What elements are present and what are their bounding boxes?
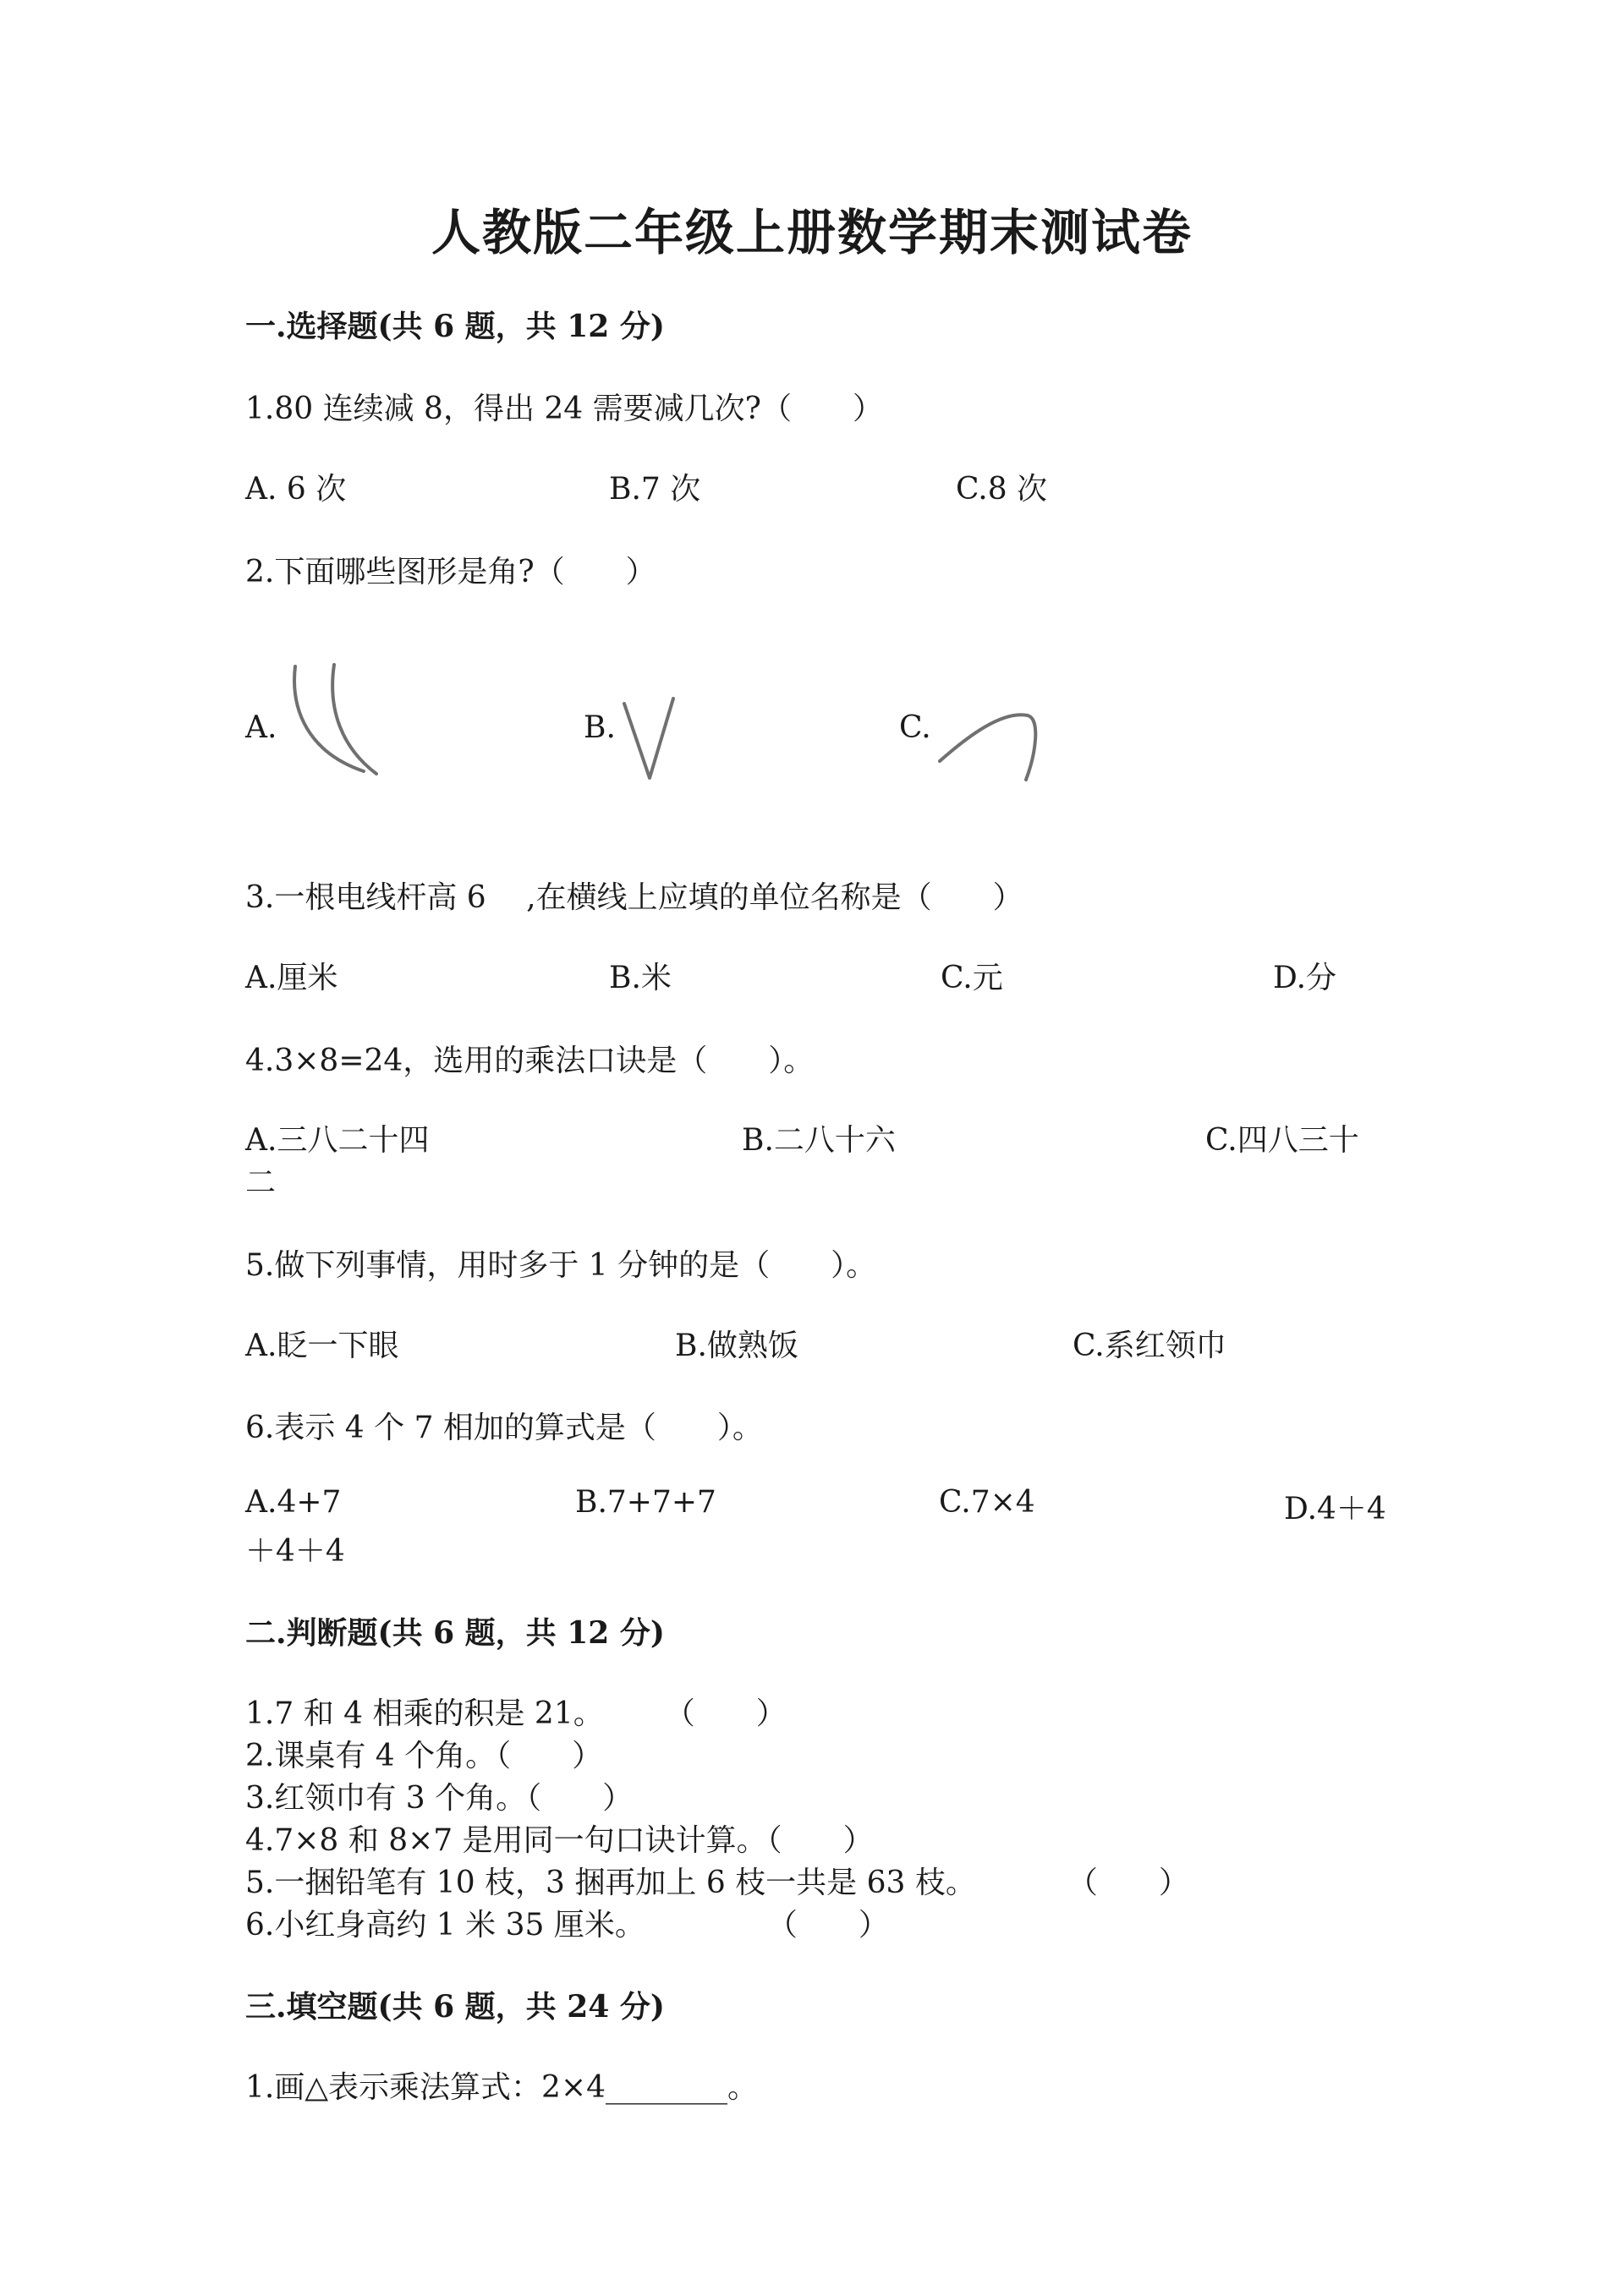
q1-option-b: B.7 次 (609, 472, 701, 507)
judge-item-1: 1.7 和 4 相乘的积是 21。 （ ） (245, 1696, 787, 1731)
q2-figure-a-curves (283, 660, 393, 786)
q4-option-c-wrap: 二 (245, 1165, 277, 1200)
q2-figure-c-curve (935, 702, 1045, 786)
q2-figure-b-angle (617, 693, 685, 786)
q5-option-a: A.眨一下眼 (245, 1329, 399, 1363)
q3-option-b: B.米 (609, 961, 672, 995)
section-heading-fill: 三.填空题(共 6 题，共 24 分) (245, 1989, 665, 2025)
question-1: 1.80 连续减 8，得出 24 需要减几次?（ ） (245, 392, 883, 426)
q6-option-b: B.7+7+7 (575, 1485, 716, 1520)
question-2: 2.下面哪些图形是角?（ ） (245, 555, 656, 589)
q6-option-d-wrap: ＋4＋4 (245, 1534, 345, 1569)
q1-option-a: A. 6 次 (245, 472, 347, 507)
q6-option-a: A.4+7 (245, 1485, 342, 1520)
judge-item-2: 2.课桌有 4 个角。（ ） (245, 1739, 603, 1773)
judge-item-4: 4.7×8 和 8×7 是用同一句口诀计算。（ ） (245, 1823, 874, 1858)
judge-item-5: 5.一捆铅笔有 10 枝，3 捆再加上 6 枝一共是 63 枝。 （ ） (245, 1866, 1189, 1900)
question-6: 6.表示 4 个 7 相加的算式是（ ）。 (245, 1411, 763, 1445)
q4-option-c: C.四八三十 (1205, 1123, 1359, 1158)
q3-option-c: C.元 (941, 961, 1003, 995)
q6-option-c: C.7×4 (939, 1485, 1035, 1520)
q5-option-c: C.系红领巾 (1073, 1329, 1226, 1363)
q1-option-c: C.8 次 (956, 472, 1048, 507)
section-heading-judge: 二.判断题(共 6 题，共 12 分) (245, 1615, 665, 1651)
q4-option-b: B.二八十六 (742, 1123, 896, 1158)
fill-question-1: 1.画△表示乘法算式：2×4________。 (245, 2070, 759, 2105)
q2-option-b: B. (584, 710, 616, 745)
q3-option-d: D.分 (1273, 961, 1337, 995)
q4-option-a: A.三八二十四 (245, 1123, 430, 1158)
section-heading-choice: 一.选择题(共 6 题，共 12 分) (245, 309, 665, 344)
judge-item-6: 6.小红身高约 1 米 35 厘米。 （ ） (245, 1908, 889, 1943)
question-4: 4.3×8=24，选用的乘法口诀是（ ）。 (245, 1044, 815, 1078)
judge-item-3: 3.红领巾有 3 个角。（ ） (245, 1781, 634, 1816)
question-3: 3.一根电线杆高 6 ,在横线上应填的单位名称是（ ） (245, 880, 1023, 915)
q6-option-d: D.4＋4 (1284, 1492, 1386, 1526)
question-5: 5.做下列事情，用时多于 1 分钟的是（ ）。 (245, 1248, 877, 1283)
q3-option-a: A.厘米 (245, 961, 338, 995)
q2-option-c: C. (899, 710, 931, 745)
q2-option-a: A. (245, 710, 277, 745)
q5-option-b: B.做熟饭 (675, 1329, 798, 1363)
page-title: 人教版二年级上册数学期末测试卷 (431, 204, 1193, 261)
